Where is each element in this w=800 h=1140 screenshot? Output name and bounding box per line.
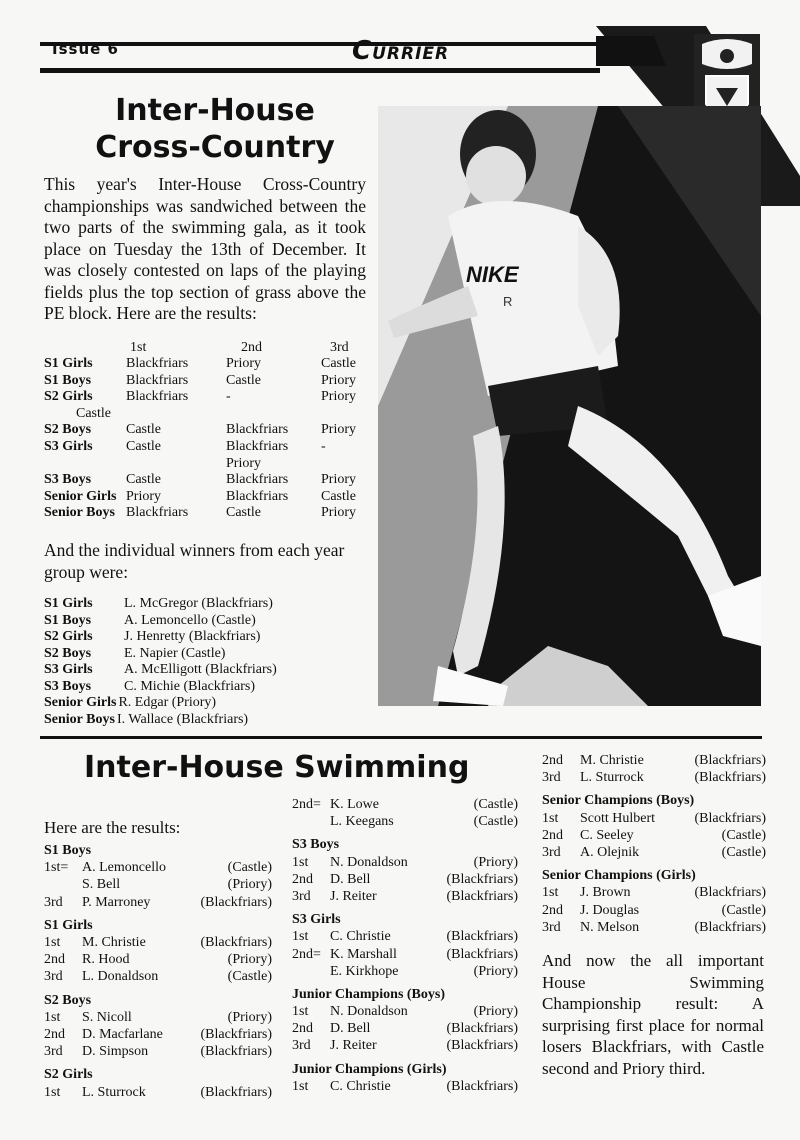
swim-result-row — [44, 951, 272, 968]
result-first: Castle — [126, 438, 161, 454]
swim-place: 1st — [292, 854, 309, 870]
winner-name: I. Wallace (Blackfriars) — [116, 711, 249, 727]
results-row — [44, 406, 374, 423]
swim-name: L. Sturrock — [580, 770, 644, 786]
result-first: Priory — [126, 488, 161, 504]
swim-place: 2nd — [542, 753, 563, 768]
swim-house: (Priory) — [473, 854, 518, 870]
swim-house: (Blackfriars) — [694, 885, 766, 901]
swim-place: 3rd — [542, 919, 561, 935]
championship-result-text: And now the all important House Swimming Championship result: A surprising first place for normal losers Blackfriars, with Castle second and Priory third. — [542, 951, 764, 1078]
winner-name: J. Henretty (Blackfriars) — [124, 629, 261, 644]
swim-place: 2nd — [542, 902, 563, 918]
swim-place: 3rd — [44, 969, 63, 985]
swim-house: (Priory) — [227, 877, 272, 893]
winner-row — [44, 596, 277, 613]
swim-result-row — [292, 1020, 518, 1037]
result-third: Priory — [321, 389, 356, 405]
result-second: Castle — [226, 505, 261, 521]
shirt-logo: NIKE — [466, 262, 519, 287]
swim-result-row — [44, 1043, 272, 1060]
newsletter-logo: CURRIER — [352, 36, 450, 66]
results-row — [44, 356, 374, 373]
swim-result-row — [44, 876, 272, 893]
swim-house: (Blackfriars) — [694, 919, 766, 935]
cross-country-results-table — [44, 340, 374, 522]
swim-name: L. Sturrock — [82, 1084, 146, 1100]
winner-group: S3 Girls — [44, 662, 93, 677]
swim-name: N. Donaldson — [330, 854, 408, 870]
result-group: Senior Boys — [44, 505, 115, 521]
swim-name: P. Marroney — [82, 894, 151, 910]
result-second: Blackfriars — [226, 488, 289, 504]
winner-name: L. McGregor (Blackfriars) — [124, 596, 273, 611]
swim-place: 2nd — [292, 871, 313, 887]
winner-group: S1 Girls — [44, 596, 93, 611]
swimming-column-1 — [44, 836, 272, 1101]
swim-name: E. Kirkhope — [330, 963, 399, 979]
swim-place: 1st — [44, 1009, 61, 1025]
swim-name: D. Bell — [330, 871, 371, 887]
swimming-column-2 — [292, 796, 518, 1095]
swim-name: M. Christie — [580, 753, 644, 768]
result-third: Priory — [321, 505, 356, 521]
swim-place: 1st — [292, 929, 309, 945]
event-heading: Junior Champions (Girls) — [292, 1061, 447, 1077]
swim-place: 2nd= — [292, 797, 321, 812]
swim-result-row — [292, 1003, 518, 1020]
result-first: Blackfriars — [126, 372, 189, 388]
swimming-column-3 — [542, 752, 766, 936]
winner-group: S2 Girls — [44, 629, 93, 644]
results-row — [44, 422, 374, 439]
results-row — [44, 456, 374, 473]
results-row — [44, 373, 374, 390]
swim-house: (Blackfriars) — [446, 1021, 518, 1037]
swim-result-row — [44, 859, 272, 876]
bib-letter: R — [503, 294, 513, 309]
swim-name: R. Hood — [82, 952, 130, 968]
swim-house: (Blackfriars) — [200, 934, 272, 950]
swim-house: (Blackfriars) — [446, 888, 518, 904]
swim-result-row — [542, 884, 766, 901]
swim-result-row — [292, 871, 518, 888]
swim-house: (Blackfriars) — [694, 770, 766, 786]
winner-group: S3 Boys — [44, 678, 92, 694]
swim-house: (Blackfriars) — [446, 1038, 518, 1054]
swim-place: 2nd — [44, 952, 65, 968]
swim-place: 3rd — [292, 1038, 311, 1054]
swim-place: 1st — [542, 885, 559, 901]
swim-name: S. Bell — [82, 877, 121, 893]
swim-place: 3rd — [292, 888, 311, 904]
result-second: - — [226, 389, 231, 405]
winner-name: C. Michie (Blackfriars) — [124, 678, 256, 694]
winner-row — [44, 646, 277, 663]
swim-name: D. Bell — [330, 1021, 371, 1037]
swim-result-row — [292, 1037, 518, 1054]
swimming-title: Inter-House Swimming — [84, 750, 470, 785]
swim-place: 1st — [292, 1078, 309, 1094]
result-first: Blackfriars — [126, 505, 189, 521]
swim-result-row — [44, 934, 272, 951]
swim-result-row — [44, 1084, 272, 1101]
swim-place: 1st= — [44, 860, 69, 876]
swim-house: (Priory) — [473, 1004, 518, 1020]
swim-result-row — [542, 919, 766, 936]
swim-name: C. Christie — [330, 929, 391, 945]
results-header-row: 1st 2nd 3rd — [130, 340, 349, 355]
swim-house: (Castle) — [227, 860, 272, 876]
header-rule — [40, 42, 600, 73]
swim-result-row — [292, 946, 518, 963]
result-second: Blackfriars — [226, 472, 289, 488]
swim-result-row — [44, 1026, 272, 1043]
swim-house: (Priory) — [227, 952, 272, 968]
swim-place: 2nd= — [292, 946, 321, 962]
result-first: Blackfriars — [126, 356, 189, 371]
event-heading: Junior Champions (Boys) — [292, 986, 446, 1002]
swim-house: (Castle) — [721, 844, 766, 860]
winner-row — [44, 613, 277, 630]
winner-row — [44, 695, 277, 712]
swim-name: S. Nicoll — [82, 1009, 132, 1025]
swim-place: 3rd — [542, 770, 561, 786]
result-group: S1 Boys — [44, 372, 92, 388]
swim-house: (Priory) — [227, 1009, 272, 1025]
result-second: Castle — [226, 372, 261, 388]
swim-name: J. Reiter — [330, 1038, 377, 1054]
swim-name: N. Donaldson — [330, 1004, 408, 1020]
section-divider — [40, 736, 762, 739]
result-third: - — [321, 438, 326, 454]
winner-group: Senior Boys — [44, 711, 115, 727]
swim-result-row — [542, 902, 766, 919]
swim-house: (Blackfriars) — [446, 871, 518, 887]
swim-name: Scott Hulbert — [580, 810, 656, 826]
swim-result-row — [292, 928, 518, 945]
swim-name: L. Keegans — [330, 814, 394, 830]
swim-result-row — [292, 854, 518, 871]
swim-name: J. Brown — [580, 885, 631, 901]
swim-result-row — [44, 968, 272, 985]
winner-row — [44, 712, 277, 729]
result-group: S3 Boys — [44, 472, 92, 488]
swim-result-row — [292, 888, 518, 905]
results-row — [44, 389, 374, 406]
swim-place: 3rd — [542, 844, 561, 860]
swim-house: (Castle) — [227, 969, 272, 985]
swim-result-row — [292, 796, 518, 813]
result-third: Castle — [321, 488, 356, 504]
result-group: S2 Girls — [44, 389, 93, 405]
result-first: Castle — [126, 472, 161, 488]
winner-row — [44, 629, 277, 646]
result-second: Priory — [226, 455, 261, 471]
swim-house: (Blackfriars) — [200, 1044, 272, 1060]
results-row — [44, 472, 374, 489]
swim-house: (Priory) — [473, 963, 518, 979]
swim-house: (Blackfriars) — [446, 929, 518, 945]
cross-country-title: Inter-House Cross-Country — [95, 93, 335, 165]
swim-house: (Blackfriars) — [446, 946, 518, 962]
swim-place: 2nd — [44, 1026, 65, 1042]
result-group: S3 Girls — [44, 438, 93, 454]
swim-name: C. Seeley — [580, 827, 634, 843]
event-heading: S2 Boys — [44, 992, 92, 1008]
result-third: Priory — [321, 472, 356, 488]
swim-result-row — [542, 752, 766, 769]
swim-result-row — [542, 827, 766, 844]
winner-group: S2 Boys — [44, 645, 92, 661]
swim-place: 1st — [292, 1004, 309, 1020]
result-first: Castle — [76, 405, 111, 421]
swim-house: (Blackfriars) — [200, 1084, 272, 1100]
event-heading: S1 Girls — [44, 917, 93, 933]
cross-country-intro: This year's Inter-House Cross-Country championships was sandwiched between the two parts of the swimming gala, as it took place on Tuesday the 13th of December. It was closely contested on laps of the playing fields plus the top section of grass above the PE block. Here are the results: — [44, 174, 366, 323]
swim-place: 2nd — [292, 1021, 313, 1037]
swim-result-row — [292, 1078, 518, 1095]
winner-group: S1 Boys — [44, 612, 92, 628]
individual-winners-list — [44, 596, 277, 728]
result-third: Priory — [321, 372, 356, 388]
result-group: S1 Girls — [44, 356, 93, 371]
swim-name: J. Douglas — [580, 902, 640, 918]
result-second: Priory — [226, 356, 261, 371]
swim-place: 1st — [542, 810, 559, 826]
event-heading: Senior Champions (Boys) — [542, 793, 695, 809]
swim-name: J. Reiter — [330, 888, 377, 904]
swim-place: 3rd — [44, 894, 63, 910]
result-first: Blackfriars — [126, 389, 189, 405]
swim-house: (Castle) — [473, 814, 518, 830]
result-group: Senior Girls — [44, 488, 117, 504]
swim-name: D. Macfarlane — [82, 1026, 163, 1042]
swim-place: 1st — [44, 1084, 61, 1100]
swim-name: A. Lemoncello — [82, 860, 166, 876]
swim-place: 3rd — [44, 1044, 63, 1060]
result-first: Castle — [126, 422, 161, 438]
swim-result-row — [292, 813, 518, 830]
swim-house: (Castle) — [721, 827, 766, 843]
results-row — [44, 489, 374, 506]
winner-row — [44, 679, 277, 696]
swim-house: (Blackfriars) — [694, 810, 766, 826]
event-heading: Senior Champions (Girls) — [542, 868, 696, 884]
winner-name: A. McElligott (Blackfriars) — [124, 662, 277, 677]
swim-house: (Blackfriars) — [200, 1026, 272, 1042]
swim-result-row — [542, 769, 766, 786]
swim-result-row — [542, 844, 766, 861]
swim-house: (Castle) — [473, 797, 518, 812]
result-third: Castle — [321, 356, 356, 371]
result-group: S2 Boys — [44, 422, 92, 438]
swim-result-row — [292, 963, 518, 980]
event-heading: S2 Girls — [44, 1067, 93, 1083]
event-heading: S1 Boys — [44, 843, 92, 858]
swim-house: (Castle) — [721, 902, 766, 918]
swim-result-row — [44, 894, 272, 911]
swim-place: 2nd — [542, 827, 563, 843]
swim-result-row — [542, 810, 766, 827]
result-third: Priory — [321, 422, 356, 438]
winners-intro: And the individual winners from each year group were: — [44, 540, 345, 582]
winner-name: E. Napier (Castle) — [124, 645, 226, 661]
swim-name: K. Marshall — [330, 946, 397, 962]
swim-place: 1st — [44, 934, 61, 950]
swim-name: C. Christie — [330, 1078, 391, 1094]
swim-name: M. Christie — [82, 934, 146, 950]
results-row — [44, 505, 374, 522]
swim-name: D. Simpson — [82, 1044, 149, 1060]
runner-photo — [378, 106, 761, 706]
event-heading: S3 Girls — [292, 912, 341, 928]
swim-name: A. Olejnik — [580, 844, 640, 860]
swim-house: (Blackfriars) — [200, 894, 272, 910]
event-heading: S3 Boys — [292, 837, 340, 853]
winner-row — [44, 662, 277, 679]
result-second: Blackfriars — [226, 422, 289, 438]
winner-group: Senior Girls — [44, 695, 117, 710]
result-second: Blackfriars — [226, 438, 289, 454]
results-row — [44, 439, 374, 456]
swim-name: L. Donaldson — [82, 969, 159, 985]
winner-name: A. Lemoncello (Castle) — [124, 612, 256, 628]
swim-house: (Blackfriars) — [694, 753, 766, 768]
swim-name: N. Melson — [580, 919, 640, 935]
winner-name: R. Edgar (Priory) — [118, 695, 217, 710]
issue-number: Issue 6 — [52, 40, 119, 58]
swim-house: (Blackfriars) — [446, 1078, 518, 1094]
swimming-results-intro: Here are the results: — [44, 818, 181, 837]
swim-name: K. Lowe — [330, 797, 379, 812]
swim-result-row — [44, 1009, 272, 1026]
